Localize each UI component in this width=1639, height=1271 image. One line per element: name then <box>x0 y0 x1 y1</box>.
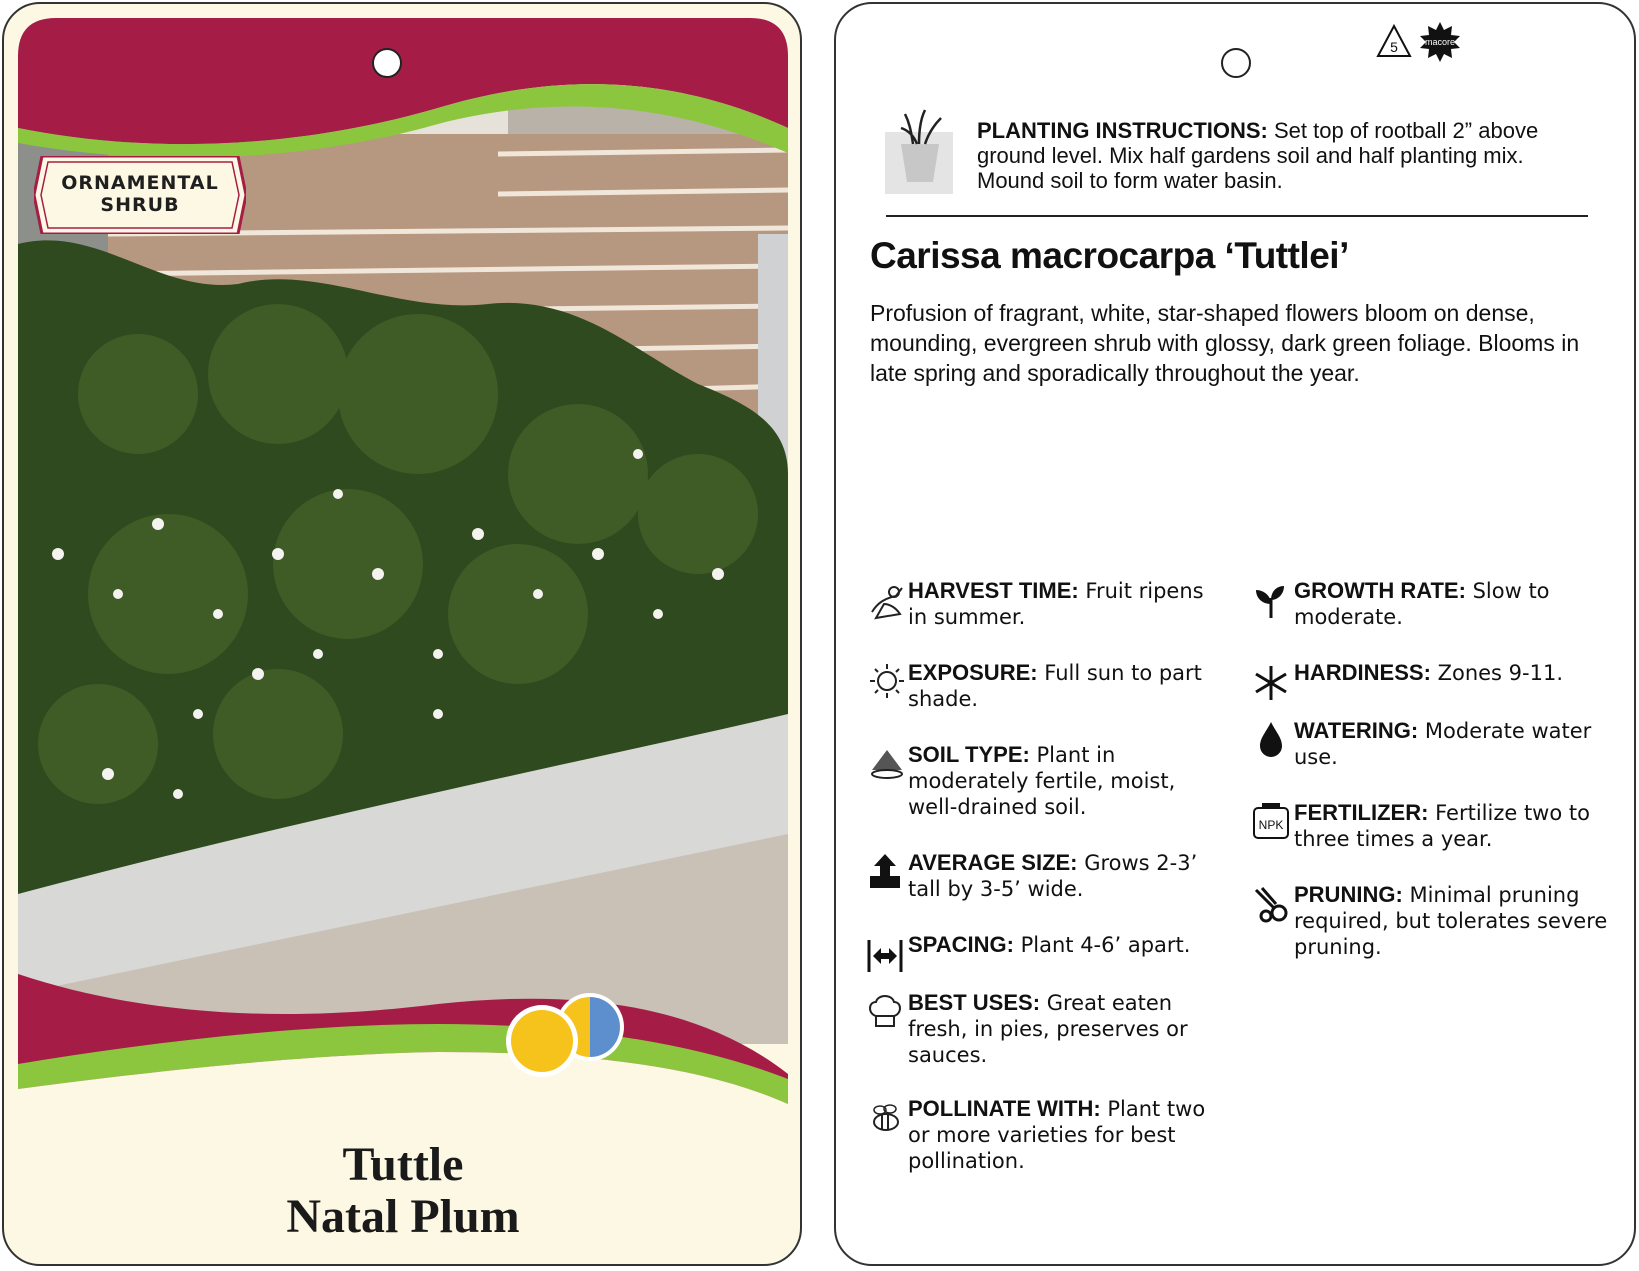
attr-exposure: EXPOSURE: Full sun to part shade. <box>908 660 1202 711</box>
attr-harvest: HARVEST TIME: Fruit ripens in summer. <box>908 578 1204 629</box>
attr-hardiness: HARDINESS: Zones 9-11. <box>1294 660 1563 685</box>
soil-icon <box>868 744 906 782</box>
pruners-icon <box>1252 886 1290 924</box>
height-arrow-icon <box>866 852 904 890</box>
hang-hole <box>372 48 402 78</box>
chef-hat-icon <box>866 992 904 1030</box>
brand-name: macore <box>1424 37 1456 47</box>
planting-instructions: PLANTING INSTRUCTIONS: Set top of rootball 2” above ground level. Mix half gardens soil and half planting mix. Mound soil to form water basin. <box>977 118 1539 193</box>
attr-fertilizer: FERTILIZER: Fertilize two to three times a year. <box>1294 800 1590 851</box>
hang-hole-back <box>1221 48 1251 78</box>
front-tag <box>2 2 802 1266</box>
water-drop-icon <box>1252 720 1290 758</box>
npk-icon <box>1252 802 1290 840</box>
sun-exposure-icon <box>868 662 906 700</box>
description: Profusion of fragrant, white, star-shaped flowers bloom on dense, mounding, evergreen shrub with glossy, dark green foliage. Blooms in late spring and sporadically throughout the year. <box>870 300 1580 386</box>
npk-text: NPK <box>1258 818 1284 832</box>
attr-spacing: SPACING: Plant 4-6’ apart. <box>908 932 1191 957</box>
attr-watering: WATERING: Moderate water use. <box>1294 718 1592 769</box>
recycle-number: 5 <box>1390 39 1398 55</box>
common-name: Tuttle Natal Plum <box>286 1138 520 1243</box>
exposure-icons <box>502 989 642 1079</box>
scientific-name: Carissa macrocarpa ‘Tuttlei’ <box>870 235 1349 276</box>
divider <box>886 215 1588 217</box>
recycle-logo <box>1372 20 1482 64</box>
category-badge-text: ORNAMENTAL SHRUB <box>61 172 219 216</box>
front-bottom-band <box>18 964 788 1124</box>
harvest-icon <box>868 582 906 620</box>
attr-uses: BEST USES: Great eaten fresh, in pies, preserves or sauces. <box>908 990 1188 1067</box>
attr-soil: SOIL TYPE: Plant in moderately fertile, moist, well-drained soil. <box>908 742 1176 819</box>
attr-pollinate: POLLINATE WITH: Plant two or more varieties for best pollination. <box>908 1096 1206 1173</box>
sprout-icon <box>1252 582 1290 620</box>
bee-icon <box>866 1100 904 1138</box>
attr-growth-rate: GROWTH RATE: Slow to moderate. <box>1294 578 1550 629</box>
pot-icon <box>883 104 955 196</box>
spacing-arrow-icon <box>866 936 904 974</box>
attr-pruning: PRUNING: Minimal pruning required, but tolerates severe pruning. <box>1294 882 1608 959</box>
snowflake-icon <box>1252 664 1290 702</box>
full-sun-icon <box>506 1005 578 1077</box>
plant-photo <box>18 94 788 1044</box>
attr-size: AVERAGE SIZE: Grows 2-3’ tall by 3-5’ wide. <box>908 850 1198 901</box>
